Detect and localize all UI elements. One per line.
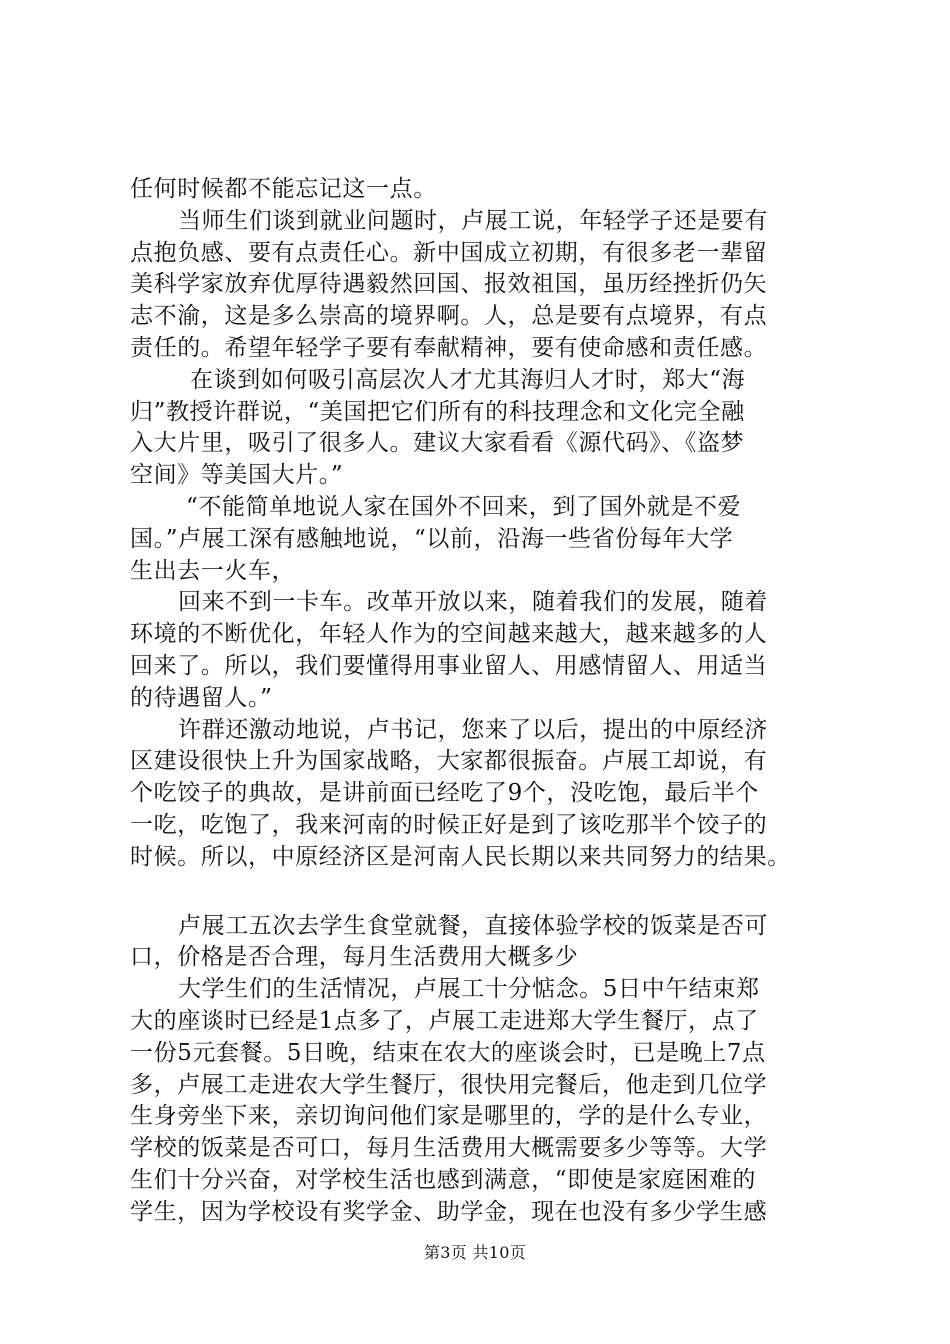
paragraph-start-line: 回来不到一卡车。改革开放以来，随着我们的发展，随着 — [178, 589, 768, 616]
section-heading-line: 卢展工五次去学生食堂就餐，直接体验学校的饭菜是否可 — [178, 912, 768, 939]
section-heading-line: 口，价格是否合理，每月生活费用大概多少 — [130, 944, 579, 971]
text-line: 学生，因为学校设有奖学金、助学金，现在也没有多少学生感 — [130, 1198, 768, 1225]
text-line: 的待遇留人。” — [130, 684, 273, 711]
text-line: 国。”卢展工深有感触地说，“以前，沿海一些省份每年大学 — [130, 525, 734, 552]
text-line: 点抱负感、要有点责任心。新中国成立初期，有很多老一辈留 — [130, 239, 768, 266]
text-line: 一吃，吃饱了，我来河南的时候正好是到了该吃那半个饺子的 — [130, 811, 768, 838]
text-line: 入大片里，吸引了很多人。建议大家看看《源代码》、《盗梦 — [130, 430, 745, 457]
text-line: 责任的。希望年轻学子要有奉献精神，要有使命感和责任感。 — [130, 334, 768, 361]
paragraph-start-line: 大学生们的生活情况，卢展工十分惦念。5日中午结束郑 — [178, 976, 760, 1003]
text-line: 归”教授许群说，“美国把它们所有的科技理念和文化完全融 — [130, 398, 745, 425]
text-line: 区建设很快上升为国家战略，大家都很振奋。卢展工却说，有 — [130, 748, 768, 775]
text-line: 学校的饭菜是否可口，每月生活费用大概需要多少等等。大学 — [130, 1135, 768, 1162]
text-line: 生们十分兴奋，对学校生活也感到满意，“即使是家庭困难的 — [130, 1166, 756, 1193]
text-line: 空间》等美国大片。” — [130, 462, 344, 489]
paragraph-start-line: 许群还激动地说，卢书记，您来了以后，提出的中原经济 — [178, 716, 768, 743]
page-number-footer: 第3页 共10页 — [423, 1243, 527, 1262]
article-body — [130, 174, 842, 1229]
text-line: 多，卢展工走进农大学生餐厅，很快用完餐后，他走到几位学 — [130, 1071, 768, 1098]
text-line: 大的座谈时已经是1点多了，卢展工走进郑大学生餐厅，点了 — [130, 1007, 759, 1034]
text-line: 志不渝，这是多么崇高的境界啊。人，总是要有点境界，有点 — [130, 303, 768, 330]
text-line: 美科学家放弃优厚待遇毅然回国、报效祖国，虽历经挫折仍矢 — [130, 271, 768, 298]
text-line: 一份5元套餐。5日晚，结束在农大的座谈会时，已是晚上7点 — [130, 1039, 766, 1066]
paragraph-start-line: 当师生们谈到就业问题时，卢展工说，年轻学子还是要有 — [178, 207, 768, 234]
text-line: 回来了。所以，我们要懂得用事业留人、用感情留人、用适当 — [130, 652, 768, 679]
text-line: 个吃饺子的典故，是讲前面已经吃了9个，没吃饱，最后半个 — [130, 780, 759, 807]
text-line: 时候。所以，中原经济区是河南人民长期以来共同努力的结果。 — [130, 843, 791, 870]
paragraph-start-line: 在谈到如何吸引高层次人才尤其海归人才时，郑大“海 — [190, 366, 746, 393]
text-line: 任何时候都不能忘记这一点。 — [130, 176, 437, 202]
text-line: 生出去一火车， — [130, 557, 296, 584]
paragraph-gap — [130, 874, 842, 911]
text-line: 生身旁坐下来，亲切询问他们家是哪里的，学的是什么专业， — [130, 1103, 768, 1130]
text-line: 环境的不断优化，年轻人作为的空间越来越大，越来越多的人 — [130, 621, 768, 648]
paragraph-start-line: “不能简单地说人家在国外不回来，到了国外就是不爱 — [186, 493, 742, 520]
